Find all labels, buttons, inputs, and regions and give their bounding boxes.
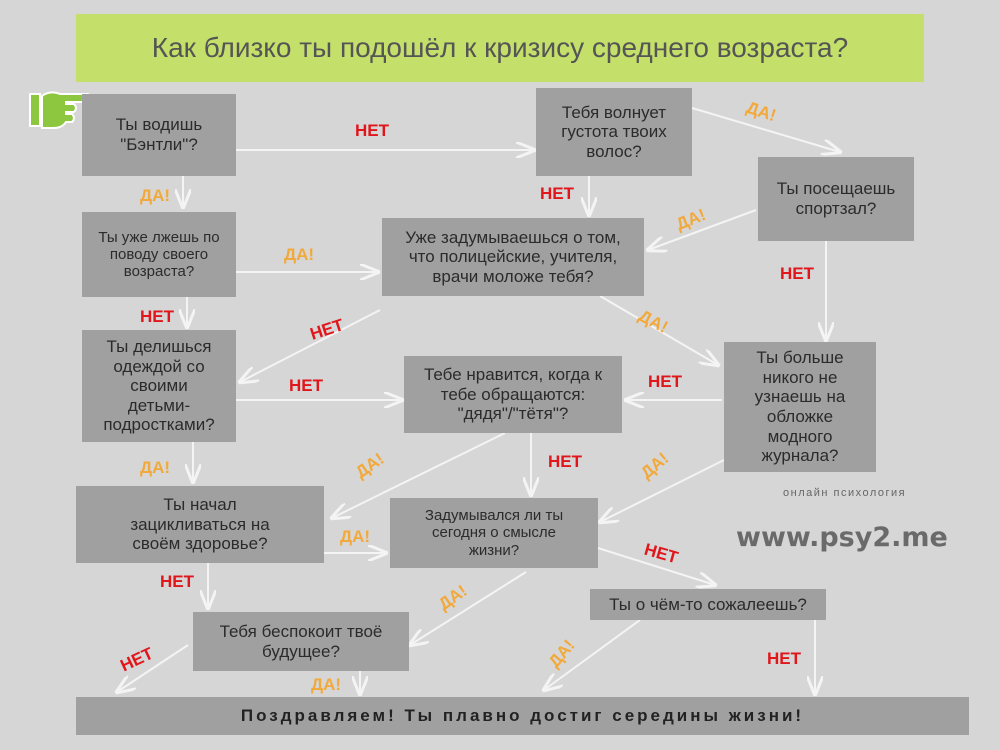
- label-yes: ДА!: [743, 97, 779, 126]
- node-hair: Тебя волнует густота твоих волос?: [536, 88, 692, 176]
- label-no: НЕТ: [355, 121, 389, 140]
- label-yes: ДА!: [434, 581, 471, 614]
- label-yes: ДА!: [311, 675, 342, 694]
- label-no: НЕТ: [307, 315, 346, 344]
- label-yes: ДА!: [140, 186, 171, 205]
- label-yes: ДА!: [140, 458, 171, 477]
- label-yes: ДА!: [351, 449, 388, 482]
- arrow-meaning-future: [410, 572, 526, 645]
- label-no: НЕТ: [289, 376, 323, 395]
- label-yes: ДА!: [544, 636, 579, 672]
- label-yes: ДА!: [284, 245, 315, 264]
- node-magazine: Ты больше никого не узнаешь на обложке модного журнала?: [724, 342, 876, 472]
- label-yes: ДА!: [635, 306, 671, 338]
- node-meaning: Задумывался ли ты сегодня о смысле жизни?: [390, 498, 598, 568]
- node-younger: Уже задумываешься о том, что полицейские, учителя, врачи моложе тебя?: [382, 218, 644, 296]
- node-health: Ты начал зацикливаться на своём здоровье?: [76, 486, 324, 563]
- label-no: НЕТ: [767, 649, 801, 668]
- label-no: НЕТ: [140, 307, 174, 326]
- final-result: Поздравляем! Ты плавно достиг середины жизни!: [76, 697, 969, 735]
- node-future: Тебя беспокоит твоё будущее?: [193, 612, 409, 671]
- label-yes: ДА!: [637, 448, 673, 483]
- node-uncle: Тебе нравится, когда к тебе обращаются: "дядя"/"тётя"?: [404, 356, 622, 433]
- label-no: НЕТ: [642, 539, 681, 568]
- brand-tagline: онлайн психология: [783, 487, 907, 499]
- label-no: НЕТ: [540, 184, 574, 203]
- node-bentley: Ты водишь "Бэнтли"?: [82, 94, 236, 176]
- label-yes: ДА!: [340, 527, 371, 546]
- label-yes: ДА!: [673, 205, 709, 234]
- node-lie-age: Ты уже лжешь по поводу своего возраста?: [82, 212, 236, 297]
- node-gym: Ты посещаешь спортзал?: [758, 157, 914, 241]
- label-no: НЕТ: [780, 264, 814, 283]
- arrow-younger-clothes: [240, 310, 380, 382]
- label-no: НЕТ: [117, 643, 157, 676]
- label-no: НЕТ: [648, 372, 682, 391]
- brand-url: www.psy2.me: [736, 522, 948, 553]
- label-no: НЕТ: [548, 452, 582, 471]
- diagram-title: Как близко ты подошёл к кризису среднего возраста?: [76, 14, 924, 82]
- node-clothes: Ты делишься одеждой со своими детьми- подростками?: [82, 330, 236, 442]
- node-regret: Ты о чём-то сожалеешь?: [590, 589, 826, 620]
- label-no: НЕТ: [160, 572, 194, 591]
